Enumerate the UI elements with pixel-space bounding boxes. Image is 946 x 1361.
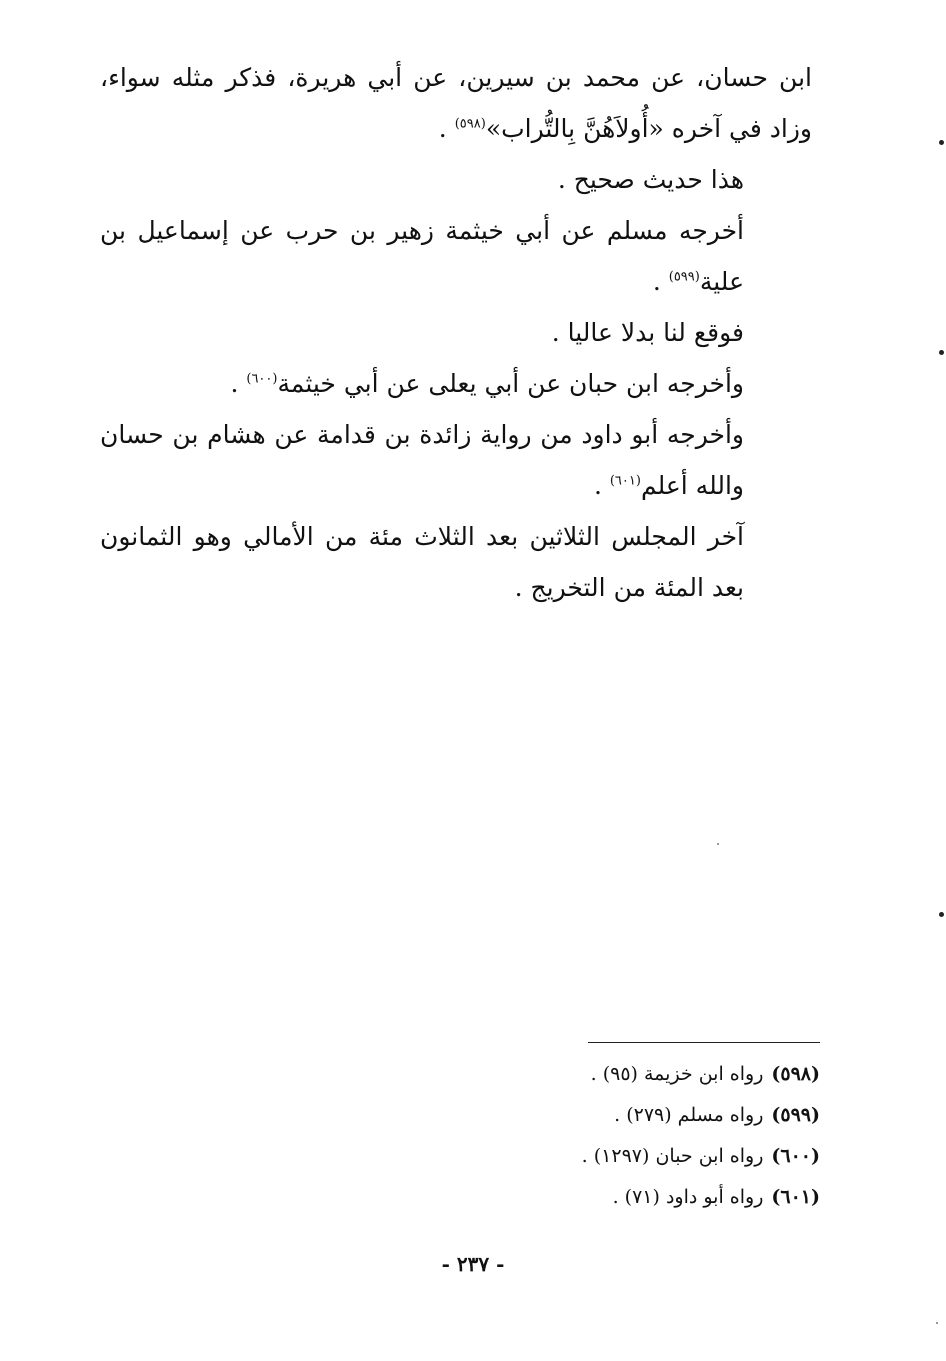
- footnote-number: (٦٠١): [771, 1186, 820, 1208]
- footnote-601: [420, 1177, 820, 1218]
- footnote-marker-601[interactable]: (٦٠١): [609, 473, 641, 489]
- footnote-separator: [588, 1042, 820, 1043]
- paragraph-2: [100, 154, 812, 205]
- footnote-600: [420, 1136, 820, 1177]
- paragraph-1: [100, 52, 812, 154]
- footnotes: [420, 1054, 820, 1218]
- scan-speck: [717, 843, 719, 845]
- footnote-598: [420, 1054, 820, 1095]
- paragraph-5: [100, 358, 812, 409]
- footnote-number: (٥٩٨): [771, 1063, 820, 1085]
- footnote-text: رواه ابن خزيمة (٩٥) .: [590, 1063, 764, 1085]
- paragraph-end: .: [593, 471, 610, 500]
- paragraph-text: ابن حسان، عن محمد بن سيرين، عن أبي هريرة، فذكر مثله سواء، وزاد في آخره «أُولاَهُنَّ بِالتُّراب»: [100, 63, 812, 143]
- paragraph-6: [100, 409, 812, 511]
- paragraph-end: .: [230, 369, 247, 398]
- paragraph-4: [100, 307, 812, 358]
- footnote-marker-598[interactable]: (٥٩٨): [454, 116, 486, 132]
- footnote-text: رواه ابن حبان (١٢٩٧) .: [581, 1145, 764, 1167]
- page-number: - ٢٣٧ -: [441, 1252, 505, 1276]
- footnote-text: رواه أبو داود (٧١) .: [612, 1186, 764, 1208]
- paragraph-end: .: [652, 267, 669, 296]
- paragraph-text: هذا حديث صحيح .: [557, 165, 744, 194]
- footnote-marker-600[interactable]: (٦٠٠): [246, 371, 278, 387]
- paragraph-text: وأخرجه أبو داود من رواية زائدة بن قدامة عن هشام بن حسان والله أعلم: [100, 420, 744, 500]
- footnote-number: (٦٠٠): [771, 1145, 820, 1167]
- paragraph-text: فوقع لنا بدلا عاليا .: [551, 318, 744, 347]
- footnote-marker-599[interactable]: (٥٩٩): [668, 269, 700, 285]
- main-text: [100, 52, 812, 613]
- paragraph-7: [100, 511, 812, 613]
- paragraph-end: .: [438, 114, 455, 143]
- paragraph-text: وأخرجه ابن حبان عن أبي يعلى عن أبي خيثمة: [277, 369, 744, 398]
- margin-dot: [939, 350, 944, 355]
- footnote-text: رواه مسلم (٢٧٩) .: [614, 1104, 764, 1126]
- margin-dot: [939, 912, 944, 917]
- scan-speck: [936, 1322, 938, 1324]
- margin-dot: [939, 140, 944, 145]
- paragraph-text: أخرجه مسلم عن أبي خيثمة زهير بن حرب عن إسماعيل بن علية: [100, 216, 744, 296]
- footnote-599: [420, 1095, 820, 1136]
- paragraph-3: [100, 205, 812, 307]
- paragraph-text: آخر المجلس الثلاثين بعد الثلاث مئة من الأمالي وهو الثمانون بعد المئة من التخريج .: [100, 522, 744, 602]
- footnote-number: (٥٩٩): [771, 1104, 820, 1126]
